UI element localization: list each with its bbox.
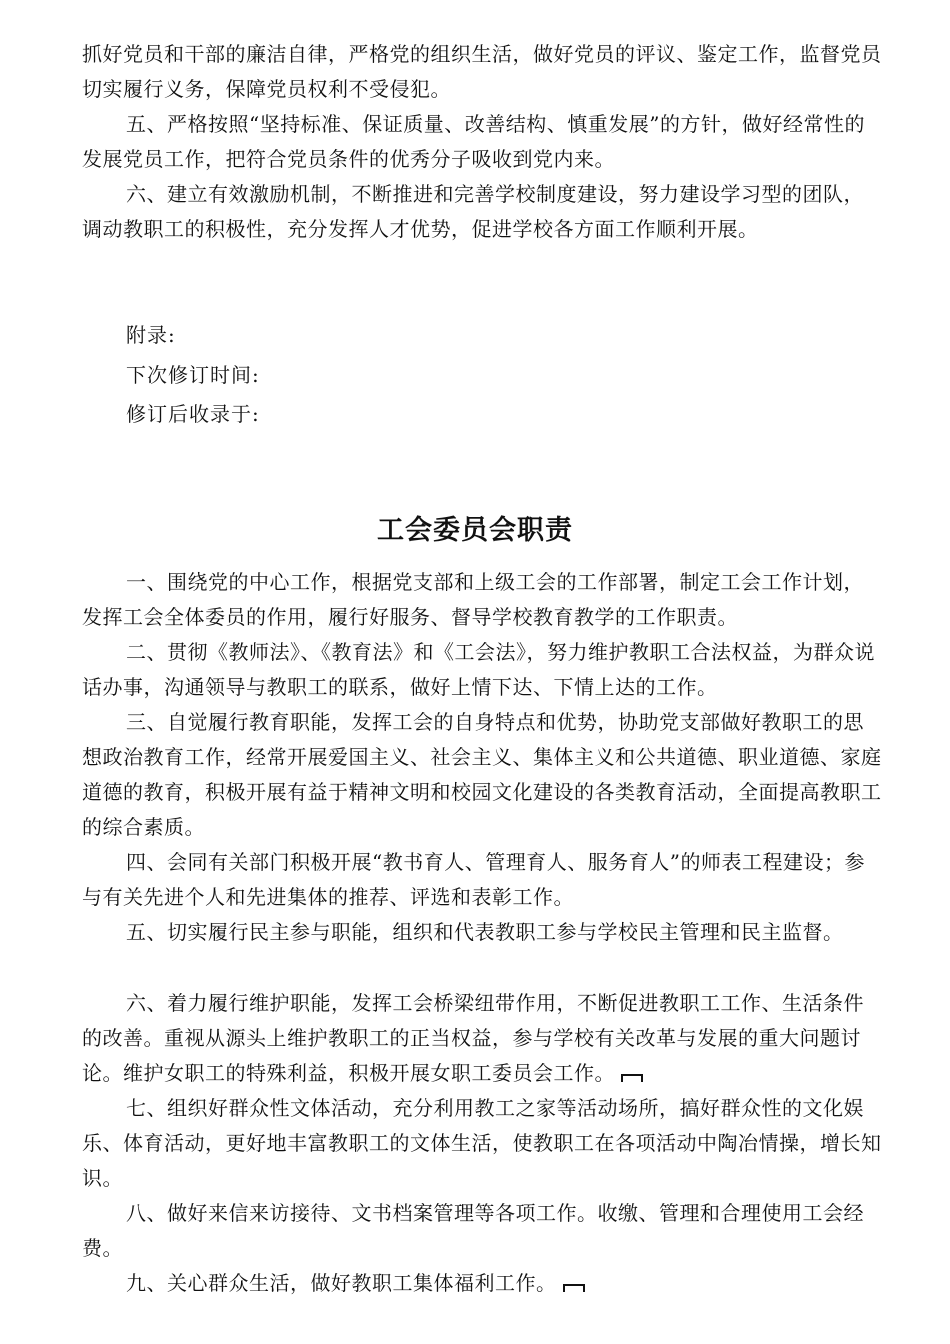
- union-item-5: 五、切实履行民主参与职能，组织和代表教职工参与学校民主管理和民主监督。: [126, 920, 844, 944]
- section-title: 工会委员会职责: [377, 515, 573, 546]
- union-item-9: [82, 1266, 882, 1301]
- paragraph-item-6: 六、建立有效激励机制，不断推进和完善学校制度建设，努力建设学习型的团队，调动教职工的积极性，充分发挥人才优势，促进学校各方面工作顺利开展。: [82, 182, 864, 241]
- union-item-9-text: 九、关心群众生活，做好教职工集体福利工作。: [126, 1271, 557, 1295]
- paragraph-item-5: 五、严格按照“坚持标准、保证质量、改善结构、慎重发展”的方针，做好经常性的发展党员工作，把符合党员条件的优秀分子吸收到党内来。: [82, 112, 865, 171]
- revision-mark-icon: [563, 1284, 585, 1292]
- union-item-1: 一、围绕党的中心工作，根据党支部和上级工会的工作部署，制定工会工作计划，发挥工会全体委员的作用，履行好服务、督导学校教育教学的工作职责。: [82, 570, 864, 629]
- paragraph-continued: 抓好党员和干部的廉洁自律，严格党的组织生活，做好党员的评议、鉴定工作，监督党员切实履行义务，保障党员权利不受侵犯。: [82, 42, 882, 101]
- appendix-label: 附录:: [126, 323, 176, 347]
- union-item-8: 八、做好来信来访接待、文书档案管理等各项工作。收缴、管理和合理使用工会经费。: [82, 1201, 864, 1260]
- union-item-6-text: 六、着力履行维护职能，发挥工会桥梁纽带作用，不断促进教职工工作、生活条件的改善。重视从源头上维护教职工的正当权益，参与学校有关改革与发展的重大问题讨论。维护女职工的特殊利益，积极开展女职工委员会工作。: [82, 991, 864, 1085]
- union-item-7: 七、组织好群众性文体活动，充分利用教工之家等活动场所，搞好群众性的文化娱乐、体育活动，更好地丰富教职工的文体生活，使教职工在各项活动中陶冶情操，增长知识。: [82, 1096, 882, 1190]
- revision-mark-icon: [621, 1074, 643, 1082]
- next-revision-label: 下次修订时间:: [126, 363, 260, 387]
- recorded-in-label: 修订后收录于:: [126, 402, 260, 426]
- union-item-2: 二、贯彻《教师法》、《教育法》和《工会法》，努力维护教职工合法权益，为群众说话办事，沟通领导与教职工的联系，做好上情下达、下情上达的工作。: [82, 640, 875, 699]
- union-item-6: [82, 986, 882, 1091]
- union-item-4: 四、会同有关部门积极开展“教书育人、管理育人、服务育人”的师表工程建设；参与有关先进个人和先进集体的推荐、评选和表彰工作。: [82, 850, 865, 909]
- union-item-3: 三、自觉履行教育职能，发挥工会的自身特点和优势，协助党支部做好教职工的思想政治教育工作，经常开展爱国主义、社会主义、集体主义和公共道德、职业道德、家庭道德的教育，积极开展有益于精神文明和校园文化建设的各类教育活动，全面提高教职工的综合素质。: [82, 710, 882, 839]
